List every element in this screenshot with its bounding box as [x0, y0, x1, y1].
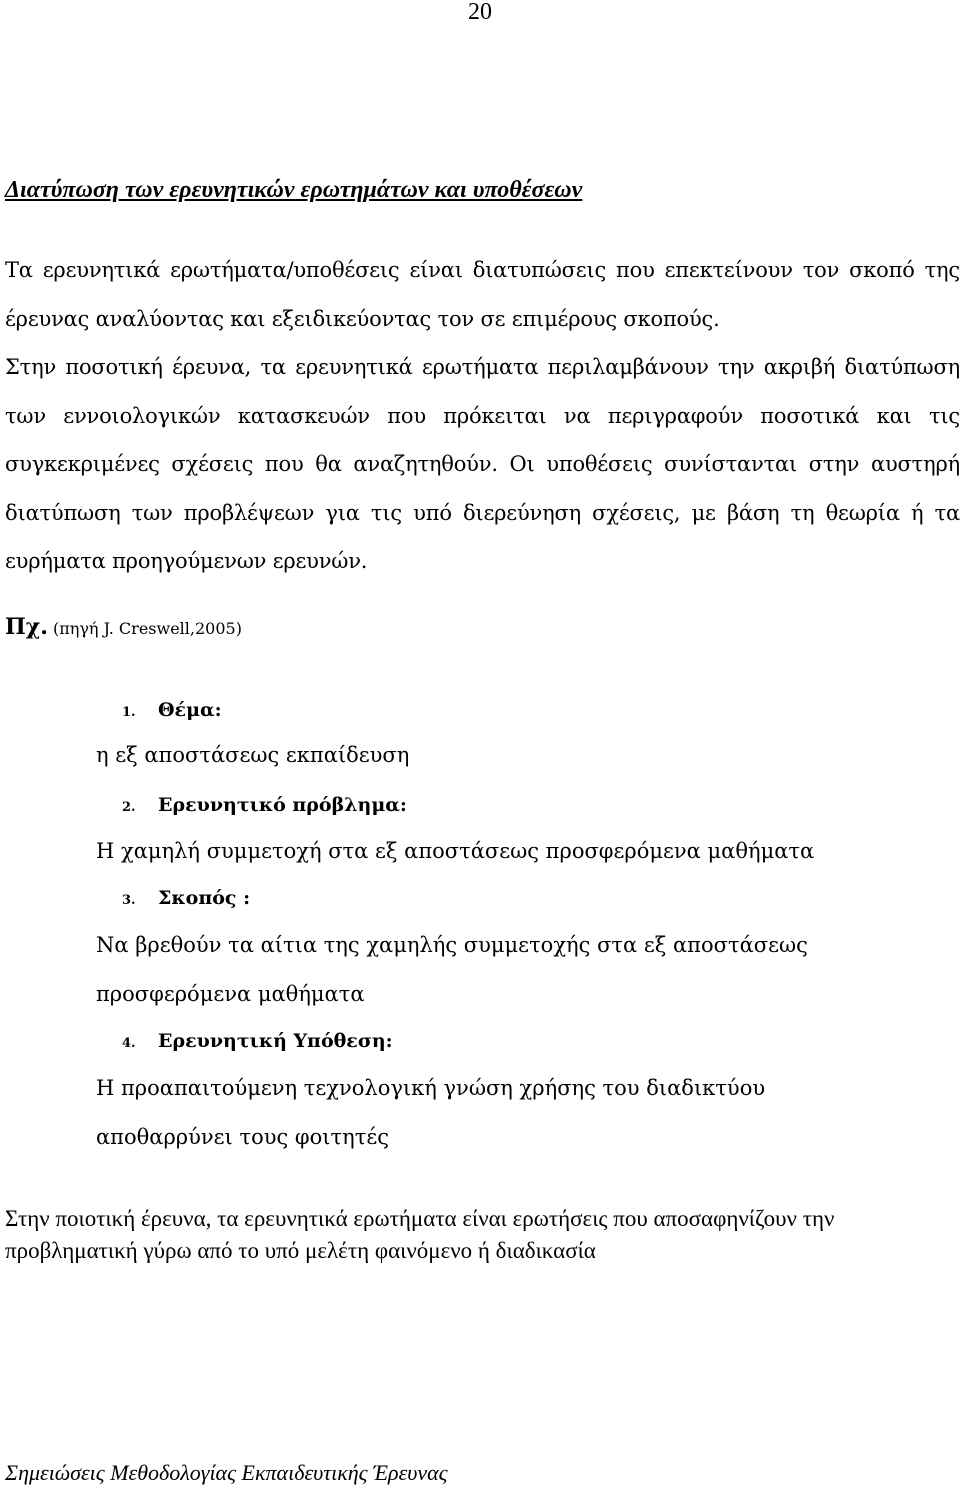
list-item-number: 1.: [122, 705, 136, 720]
list-item-text: Η προαπαιτούμενη τεχνολογική γνώση χρήσης του διαδικτύου αποθαρρύνει τους φοιτητές: [96, 1076, 766, 1149]
list-item-title: Ερευνητική Υπόθεση:: [158, 1030, 393, 1052]
list-item-heading: [122, 1029, 393, 1056]
example-source: (πηγή J. Creswell,2005): [53, 619, 242, 638]
list-item-title: Ερευνητικό πρόβλημα:: [158, 794, 407, 816]
intro-paragraph-2: Στην ποσοτική έρευνα, τα ερευνητικά ερωτήματα περιλαμβάνουν την ακριβή διατύπωση των εννοιολογικών κατασκευών που πρόκειται να περιγραφούν ποσοτικά και τις συγκεκριμένες σχέσεις που θα αναζητηθούν. Οι υποθέσεις συνίστανται στην αυστηρή διατύπωση των προβλέψεων για τις υπό διερεύνηση σχέσεις, με βάση τη θεωρία ή τα ευρήματα προηγούμενων ερευνών.: [5, 355, 960, 573]
list-item-text: Να βρεθούν τα αίτια της χαμηλής συμμετοχής στα εξ αποστάσεως προσφερόμενα μαθήματα: [96, 933, 808, 1006]
list-item-heading: [122, 793, 407, 820]
list-item-heading: [122, 886, 250, 913]
section-heading: Διατύπωση των ερευνητικών ερωτημάτων και υποθέσεων: [5, 177, 583, 203]
page-footer: Σημειώσεις Μεθοδολογίας Εκπαιδευτικής Έρευνας: [5, 1460, 448, 1485]
list-item-body: [96, 827, 956, 876]
list-item-number: 4.: [122, 1036, 136, 1051]
example-prefix: Πχ.: [5, 614, 48, 640]
closing-paragraph: [5, 1203, 885, 1266]
list-item-text: Η χαμηλή συμμετοχή στα εξ αποστάσεως προσφερόμενα μαθήματα: [96, 839, 815, 863]
list-item-text: η εξ αποστάσεως εκπαίδευση: [96, 743, 410, 767]
list-item-body: [96, 731, 956, 780]
example-label: [5, 614, 242, 640]
list-item-title: Σκοπός :: [158, 887, 251, 909]
list-item-body: [96, 1064, 856, 1161]
closing-text: Στην ποιοτική έρευνα, τα ερευνητικά ερωτήματα είναι ερωτήσεις που αποσαφηνίζουν την προβληματική γύρω από το υπό μελέτη φαινόμενο ή διαδικασία: [5, 1206, 835, 1263]
intro-text: [5, 246, 960, 586]
list-item-body: [96, 921, 876, 1018]
list-item-heading: [122, 698, 222, 725]
list-item-number: 3.: [122, 893, 136, 908]
page-number: 20: [468, 0, 492, 25]
list-item-number: 2.: [122, 800, 136, 815]
intro-paragraph-1: Τα ερευνητικά ερωτήματα/υποθέσεις είναι διατυπώσεις που επεκτείνουν τον σκοπό της έρευνας αναλύοντας και εξειδικεύοντας τον σε επιμέρους σκοπούς.: [5, 258, 960, 331]
list-item-title: Θέμα:: [158, 699, 222, 721]
